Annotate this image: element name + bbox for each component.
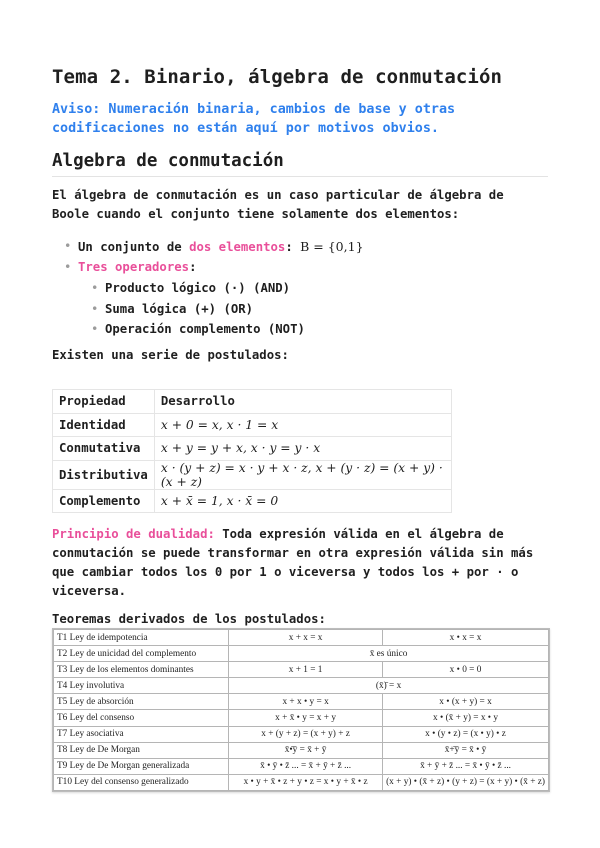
property-name: Distributiva: [53, 460, 155, 489]
notice: Aviso: Numeración binaria, cambios de base y otras codificaciones no están aquí por motivos obvios.: [52, 102, 456, 136]
theorem-name: T3 Ley de los elementos dominantes: [54, 662, 229, 678]
highlight-operators: Tres operadores: [78, 260, 190, 274]
theorem-name: T2 Ley de unicidad del complemento: [54, 646, 229, 662]
theorem-dual: (x + y) • (x̄ + z) • (y + z) = (x + y) • (x̄ + z): [383, 774, 549, 790]
operator-not: • Operación complemento (NOT): [89, 319, 364, 340]
property-development: x + y = y + x, x · y = y · x: [154, 437, 451, 461]
postulates-table: [52, 389, 452, 513]
bullet-two-elements: [62, 236, 364, 257]
table-row: [53, 489, 452, 513]
operator-or: • Suma lógica (+) (OR): [89, 299, 364, 320]
table-row: [54, 742, 549, 758]
table-row: [54, 726, 549, 742]
property-development: x · (y + z) = x · y + x · z, x + (y · z) = (x + y) · (x + z): [154, 460, 451, 489]
property-development: x + x̄ = 1, x · x̄ = 0: [154, 489, 451, 513]
theorem-formula: x̄•̄ȳ = x̄ + ȳ: [229, 742, 383, 758]
page-title: Tema 2. Binario, álgebra de conmutación: [52, 66, 503, 88]
theorem-dual: x̄+̄ȳ = x̄ • ȳ: [383, 742, 549, 758]
theorem-formula: x + x • y = x: [229, 694, 383, 710]
heading-divider: [52, 176, 548, 177]
highlight-two-elements: dos elementos: [189, 240, 286, 254]
bullet-separator: :: [285, 240, 301, 254]
theorem-name: T9 Ley de De Morgan generalizada: [54, 758, 229, 774]
theorems-title: Teoremas derivados de los postulados:: [52, 612, 326, 626]
table-header-row: [53, 390, 452, 414]
table-row: [53, 437, 452, 461]
header-property: Propiedad: [53, 390, 155, 414]
theorem-formula: x • y + x̄ • z + y • z = x • y + x̄ • z: [229, 774, 383, 790]
postulates-intro: Existen una serie de postulados:: [52, 348, 289, 362]
theorem-formula: (x̄)̄ = x: [229, 678, 549, 694]
theorem-name: T6 Ley del consenso: [54, 710, 229, 726]
section-heading: Algebra de conmutación: [52, 151, 284, 171]
theorem-formula: x + x̄ • y = x + y: [229, 710, 383, 726]
intro-paragraph: El álgebra de conmutación es un caso particular de álgebra de Boole cuando el conjunto tiene solamente dos elementos:: [52, 188, 504, 221]
table-row: [53, 413, 452, 437]
table-row: [54, 710, 549, 726]
table-row: [54, 630, 549, 646]
theorem-name: T1 Ley de idempotencia: [54, 630, 229, 646]
theorem-name: T4 Ley involutiva: [54, 678, 229, 694]
property-name: Identidad: [53, 413, 155, 437]
property-development: x + 0 = x, x · 1 = x: [154, 413, 451, 437]
bullet-operators: [62, 257, 364, 336]
table-row: [54, 646, 549, 662]
property-name: Conmutativa: [53, 437, 155, 461]
table-row: [54, 662, 549, 678]
theorem-dual: x • x = x: [383, 630, 549, 646]
theorem-formula: x̄ es único: [229, 646, 549, 662]
property-name: Complemento: [53, 489, 155, 513]
theorem-name: T10 Ley del consenso generalizado: [54, 774, 229, 790]
set-definition: B = {0,1}: [300, 239, 364, 254]
theorem-formula: x̄ • ȳ • z̄ ... = x̄ + ȳ + z̄ ...: [229, 758, 383, 774]
bullet-text: Un conjunto de: [78, 240, 190, 254]
table-row: [54, 678, 549, 694]
duality-label: Principio de dualidad:: [52, 527, 215, 541]
theorems-table: [53, 629, 549, 791]
theorem-dual: x • (y • z) = (x • y) • z: [383, 726, 549, 742]
theorem-dual: x • (x + y) = x: [383, 694, 549, 710]
theorem-formula: x + 1 = 1: [229, 662, 383, 678]
table-row: [54, 774, 549, 790]
theorem-dual: x̄ + ȳ + z̄ ... = x̄ • ȳ • z̄ ...: [383, 758, 549, 774]
theorem-name: T7 Ley asociativa: [54, 726, 229, 742]
theorems-image: [52, 628, 550, 792]
theorem-dual: x • (x̄ + y) = x • y: [383, 710, 549, 726]
theorem-name: T5 Ley de absorción: [54, 694, 229, 710]
operator-and: • Producto lógico (·) (AND): [89, 278, 364, 299]
table-row: [54, 694, 549, 710]
table-row: [53, 460, 452, 489]
bullet-list: [62, 236, 364, 336]
duality-paragraph: [52, 525, 548, 601]
theorem-dual: x • 0 = 0: [383, 662, 549, 678]
bullet-suffix: :: [189, 260, 197, 274]
duality-text: Toda expresión válida en el álgebra de conmutación se puede transformar en otra expresión válida sin más que cambiar todos los 0 por 1 o viceversa y todos los + por · o viceversa.: [52, 527, 534, 598]
theorem-name: T8 Ley de De Morgan: [54, 742, 229, 758]
theorem-formula: x + x = x: [229, 630, 383, 646]
operators-sublist: [89, 278, 364, 340]
table-row: [54, 758, 549, 774]
theorem-formula: x + (y + z) = (x + y) + z: [229, 726, 383, 742]
header-development: Desarrollo: [154, 390, 451, 414]
